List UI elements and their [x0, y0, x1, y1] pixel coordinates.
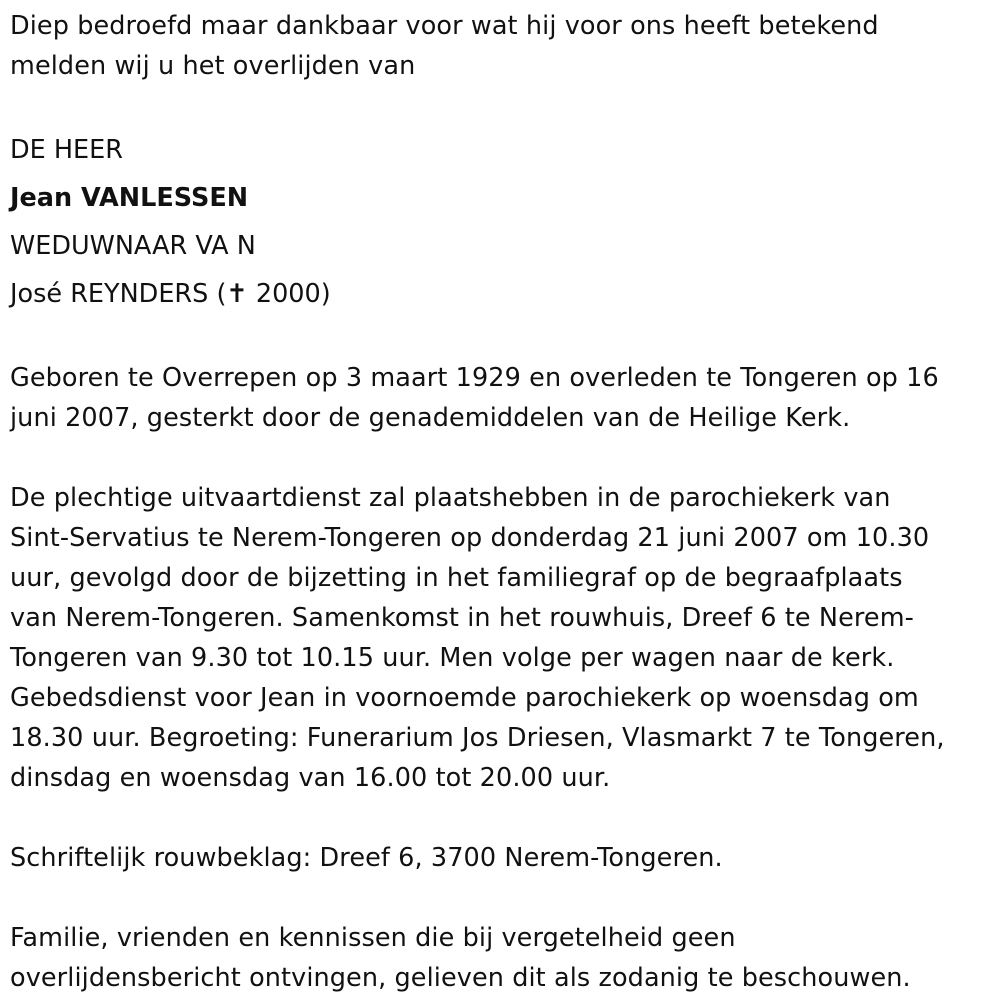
birth-death-paragraph	[10, 358, 995, 438]
intro-paragraph	[10, 0, 995, 86]
family-note-line-2: overlijdensbericht ontvingen, gelieven dit als zodanig te beschouwen.	[10, 963, 911, 993]
service-line: van Nerem-Tongeren. Samenkomst in het rouwhuis, Dreef 6 te Nerem-	[10, 603, 914, 633]
intro-line-1: Diep bedroefd maar dankbaar voor wat hij voor ons heeft betekend	[10, 11, 879, 41]
service-line: uur, gevolgd door de bijzetting in het familiegraf op de begraafplaats	[10, 563, 903, 593]
condolence-line: Schriftelijk rouwbeklag: Dreef 6, 3700 Nerem-Tongeren.	[10, 843, 723, 873]
intro-line-2: melden wij u het overlijden van	[10, 51, 416, 81]
obituary-document	[10, 0, 995, 998]
deceased-relation: WEDUWNAAR VA N	[10, 231, 256, 261]
birth-death-line-2: juni 2007, gesterkt door de genademiddelen van de Heilige Kerk.	[10, 403, 851, 433]
condolence-paragraph	[10, 838, 995, 878]
service-line: dinsdag en woensdag van 16.00 tot 20.00 uur.	[10, 763, 611, 793]
service-line: De plechtige uitvaartdienst zal plaatshebben in de parochiekerk van	[10, 483, 891, 513]
service-line: 18.30 uur. Begroeting: Funerarium Jos Driesen, Vlasmarkt 7 te Tongeren,	[10, 723, 945, 753]
deceased-title: DE HEER	[10, 135, 123, 165]
family-note-line-1: Familie, vrienden en kennissen die bij vergetelheid geen	[10, 923, 736, 953]
service-line: Sint-Servatius te Nerem-Tongeren op donderdag 21 juni 2007 om 10.30	[10, 523, 930, 553]
spouse-name: José REYNDERS (✝ 2000)	[10, 279, 331, 309]
birth-death-line-1: Geboren te Overrepen op 3 maart 1929 en overleden te Tongeren op 16	[10, 363, 939, 393]
deceased-block	[10, 126, 995, 318]
service-line: Tongeren van 9.30 tot 10.15 uur. Men volge per wagen naar de kerk.	[10, 643, 895, 673]
funeral-service-paragraph	[10, 478, 995, 798]
deceased-name: Jean VANLESSEN	[10, 183, 249, 213]
family-note-paragraph	[10, 918, 995, 998]
service-line: Gebedsdienst voor Jean in voornoemde parochiekerk op woensdag om	[10, 683, 919, 713]
